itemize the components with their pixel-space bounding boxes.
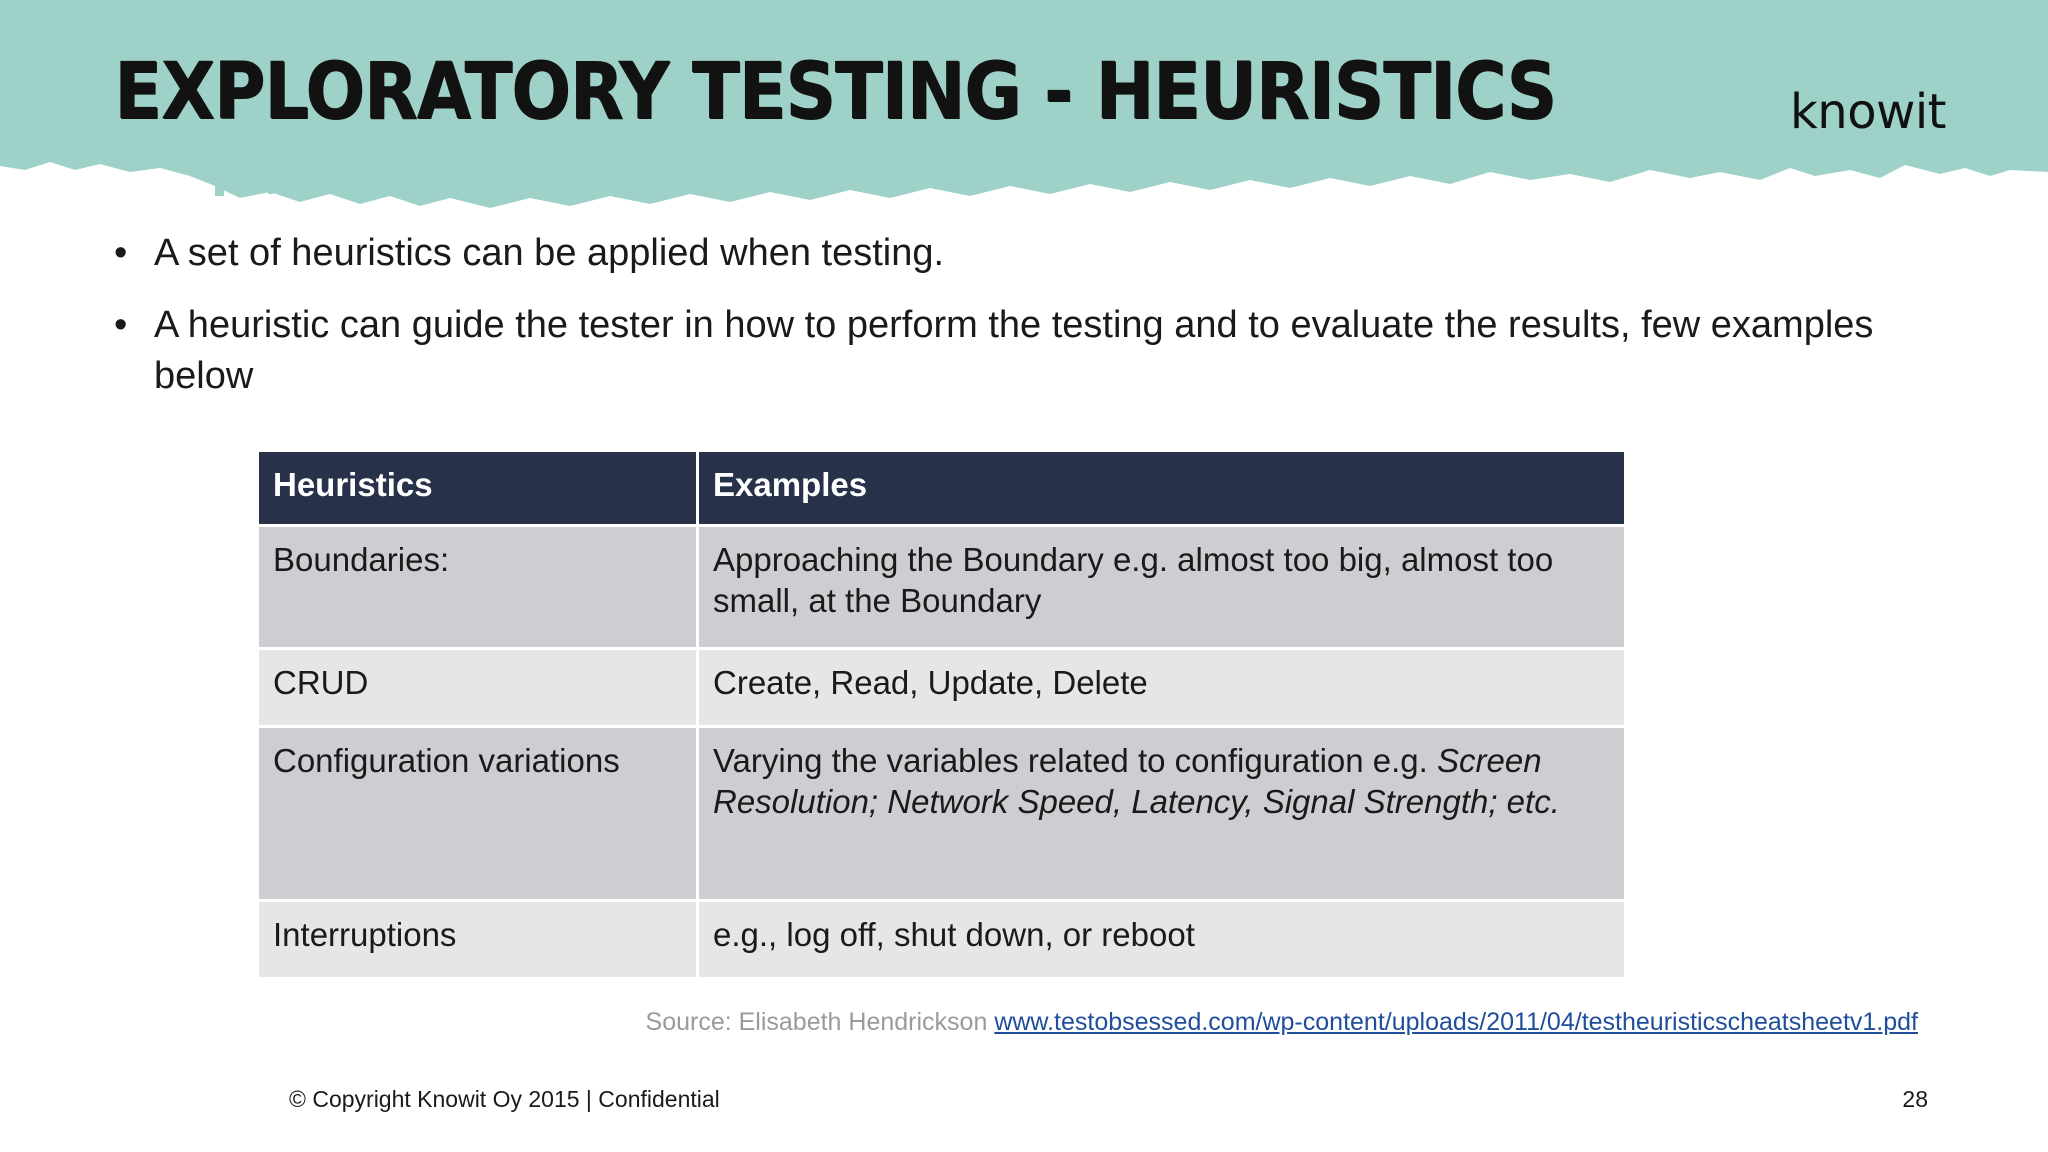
heuristic-cell: Configuration variations [258, 727, 698, 901]
source-link[interactable]: www.testobsessed.com/wp-content/uploads/2011/04/testheuristicscheatsheetv1.pdf [994, 1008, 1918, 1036]
slide-title: EXPLORATORY TESTING - HEURISTICS [114, 45, 1556, 138]
column-header-heuristics: Heuristics [258, 451, 698, 526]
table-row [258, 901, 1626, 979]
column-header-examples: Examples [698, 451, 1626, 526]
table-row [258, 727, 1626, 901]
page-number: 28 [1902, 1086, 1928, 1112]
table-row [258, 649, 1626, 727]
bullet-item: • A set of heuristics can be applied when testing. [114, 228, 1914, 279]
heuristics-table [256, 449, 1627, 980]
example-italic-text: Screen Resolution; Network Speed, Latency, Signal Strength; etc. [713, 742, 1560, 820]
example-cell: Create, Read, Update, Delete [698, 649, 1626, 727]
example-cell: Approaching the Boundary e.g. almost too big, almost too small, at the Boundary [698, 526, 1626, 649]
bullet-dot: • [114, 304, 128, 346]
footer-copyright: © Copyright Knowit Oy 2015 | Confidential [289, 1086, 720, 1112]
source-prefix: Source: Elisabeth Hendrickson [645, 1008, 995, 1036]
example-cell: e.g., log off, shut down, or reboot [698, 901, 1626, 979]
table-row [258, 526, 1626, 649]
heuristic-cell: Interruptions [258, 901, 698, 979]
source-citation [646, 1008, 1918, 1037]
heuristic-cell: CRUD [258, 649, 698, 727]
bullet-dot: • [114, 232, 128, 274]
bullet-list [114, 228, 1914, 423]
table-header-row [258, 451, 1626, 526]
heuristic-cell: Boundaries: [258, 526, 698, 649]
knowit-logo: knowit [1790, 84, 1946, 140]
bullet-item: • A heuristic can guide the tester in how to perform the testing and to evaluate the results, few examples below [114, 300, 1914, 402]
example-cell: Varying the variables related to configuration e.g. Screen Resolution; Network Speed, Latency, Signal Strength; etc. [698, 727, 1626, 901]
